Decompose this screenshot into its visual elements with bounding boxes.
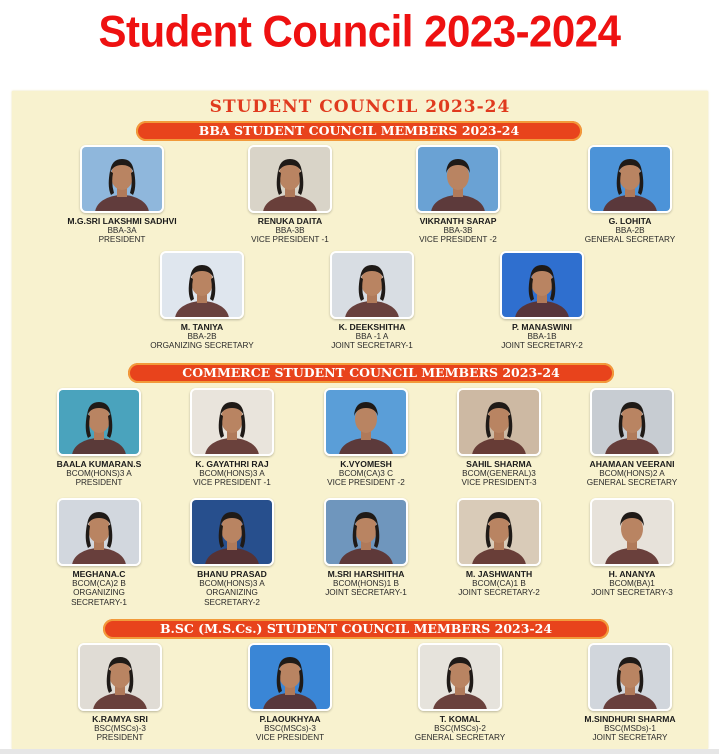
- member-class: BBA-3A: [107, 226, 137, 235]
- member-name: K.VYOMESH: [340, 459, 392, 469]
- portrait-illustration: [250, 645, 330, 709]
- member-card: [302, 251, 442, 351]
- member-class: BCOM(HONS)3 A: [199, 469, 265, 478]
- member-name: M. TANIYA: [180, 322, 224, 332]
- member-photo: [190, 498, 274, 566]
- page-title: Student Council 2023-2024: [98, 6, 621, 57]
- portrait-illustration: [459, 500, 539, 564]
- member-role: JOINT SECRETARY: [592, 733, 668, 743]
- portrait-illustration: [80, 645, 160, 709]
- member-photo: [324, 498, 408, 566]
- portrait-illustration: [192, 500, 272, 564]
- member-photo: [80, 145, 164, 213]
- portrait-illustration: [59, 500, 139, 564]
- member-card: [429, 498, 569, 598]
- member-name: RENUKA DAITA: [257, 216, 323, 226]
- member-photo: [500, 251, 584, 319]
- section-banner-commerce: COMMERCE STUDENT COUNCIL MEMBERS 2023-24: [128, 363, 614, 383]
- member-role: JOINT SECRETARY-2: [501, 341, 583, 351]
- portrait-illustration: [420, 645, 500, 709]
- member-card: [52, 145, 192, 245]
- portrait-illustration: [162, 253, 242, 317]
- member-card: [220, 643, 360, 743]
- member-class: BBA-1B: [527, 332, 557, 341]
- student-council-poster: [12, 91, 708, 749]
- member-name: M.G.SRI LAKSHMI SADHVI: [67, 216, 177, 226]
- member-card: [560, 643, 700, 743]
- member-role: PRESIDENT: [98, 235, 146, 245]
- member-role: PRESIDENT: [75, 478, 123, 488]
- member-role: ORGANIZING: [73, 588, 125, 598]
- portrait-illustration: [590, 645, 670, 709]
- portrait-illustration: [592, 500, 672, 564]
- member-name: BAALA KUMARAN.S: [56, 459, 142, 469]
- member-card: [429, 388, 569, 488]
- member-card: [472, 251, 612, 351]
- member-photo: [160, 251, 244, 319]
- member-card: [132, 251, 272, 351]
- member-photo: [588, 643, 672, 711]
- member-name: BHANU PRASAD: [197, 569, 267, 579]
- member-photo: [330, 251, 414, 319]
- member-card: [296, 498, 436, 598]
- member-card: [162, 388, 302, 488]
- member-photo: [190, 388, 274, 456]
- member-role: VICE PRESIDENT -2: [419, 235, 497, 245]
- member-name: K. GAYATHRI RAJ: [195, 459, 269, 469]
- portrait-illustration: [326, 390, 406, 454]
- portrait-illustration: [59, 390, 139, 454]
- member-photo: [57, 388, 141, 456]
- member-photo: [248, 643, 332, 711]
- member-class: BSC(MSCs)-3: [264, 724, 316, 733]
- portrait-illustration: [250, 147, 330, 211]
- member-class: BBA -1 A: [355, 332, 389, 341]
- poster-title: STUDENT COUNCIL 2023-24: [209, 97, 511, 117]
- member-photo: [416, 145, 500, 213]
- member-name: T. KOMAL: [439, 714, 481, 724]
- member-class: BCOM(CA)3 C: [338, 469, 394, 478]
- member-name: G. LOHITA: [608, 216, 652, 226]
- member-role: SECRETARY-1: [71, 597, 127, 607]
- member-photo: [590, 388, 674, 456]
- member-card: [560, 145, 700, 245]
- section-banner-bsc: B.SC (M.S.Cs.) STUDENT COUNCIL MEMBERS 2023-24: [103, 619, 609, 639]
- member-role: GENERAL SECRETARY: [584, 235, 676, 245]
- member-name: M. JASHWANTH: [465, 569, 533, 579]
- portrait-illustration: [459, 390, 539, 454]
- portrait-illustration: [592, 390, 672, 454]
- member-card: [29, 388, 169, 488]
- section-banner-bba: BBA STUDENT COUNCIL MEMBERS 2023-24: [136, 121, 582, 141]
- member-role: JOINT SECRETARY-3: [591, 588, 673, 598]
- member-class: BCOM(CA)2 B: [72, 579, 126, 588]
- member-class: BBA-3B: [443, 226, 473, 235]
- member-name: SAHIL SHARMA: [466, 459, 532, 469]
- portrait-illustration: [82, 147, 162, 211]
- member-card: [162, 498, 302, 607]
- member-role: VICE PRESIDENT -1: [193, 478, 271, 488]
- member-role: ORGANIZING SECRETARY: [150, 341, 254, 351]
- member-card: [220, 145, 360, 245]
- member-photo: [457, 388, 541, 456]
- member-class: BSC(MSDs)-1: [604, 724, 656, 733]
- member-class: BBA-3B: [275, 226, 305, 235]
- member-class: BCOM(HONS)3 A: [199, 579, 265, 588]
- member-name: P.LAOUKHYAA: [259, 714, 321, 724]
- member-name: VIKRANTH SARAP: [419, 216, 497, 226]
- member-role: VICE PRESIDENT -2: [327, 478, 405, 488]
- member-card: [562, 498, 702, 598]
- member-role: GENERAL SECRETARY: [414, 733, 506, 743]
- member-class: BSC(MSCs)-2: [434, 724, 486, 733]
- member-photo: [78, 643, 162, 711]
- member-class: BBA-2B: [187, 332, 217, 341]
- portrait-illustration: [418, 147, 498, 211]
- member-photo: [418, 643, 502, 711]
- member-class: BCOM(HONS)1 B: [333, 579, 399, 588]
- member-role: JOINT SECRETARY-1: [325, 588, 407, 598]
- portrait-illustration: [590, 147, 670, 211]
- member-photo: [590, 498, 674, 566]
- member-card: [390, 643, 530, 743]
- member-photo: [324, 388, 408, 456]
- member-role: ORGANIZING: [206, 588, 258, 598]
- member-class: BCOM(HONS)3 A: [66, 469, 132, 478]
- portrait-illustration: [192, 390, 272, 454]
- member-card: [388, 145, 528, 245]
- member-role: PRESIDENT: [96, 733, 144, 743]
- member-name: K. DEEKSHITHA: [338, 322, 406, 332]
- member-card: [562, 388, 702, 488]
- portrait-illustration: [332, 253, 412, 317]
- member-class: BSC(MSCs)-3: [94, 724, 146, 733]
- member-card: [29, 498, 169, 607]
- member-class: BCOM(HONS)2 A: [599, 469, 665, 478]
- member-role: VICE PRESIDENT: [255, 733, 325, 743]
- member-card: [296, 388, 436, 488]
- member-role: JOINT SECRETARY-1: [331, 341, 413, 351]
- member-photo: [588, 145, 672, 213]
- portrait-illustration: [502, 253, 582, 317]
- member-name: AHAMAAN VEERANI: [589, 459, 675, 469]
- member-role: SECRETARY-2: [204, 597, 260, 607]
- member-role: VICE PRESIDENT -1: [251, 235, 329, 245]
- member-class: BCOM(GENERAL)3: [462, 469, 536, 478]
- member-photo: [248, 145, 332, 213]
- member-role: VICE PRESIDENT-3: [461, 478, 537, 488]
- member-class: BCOM(BA)1: [609, 579, 655, 588]
- member-card: [50, 643, 190, 743]
- member-role: JOINT SECRETARY-2: [458, 588, 540, 598]
- member-photo: [57, 498, 141, 566]
- member-name: K.RAMYA SRI: [92, 714, 148, 724]
- member-photo: [457, 498, 541, 566]
- member-name: P. MANASWINI: [511, 322, 572, 332]
- member-class: BCOM(CA)1 B: [472, 579, 526, 588]
- member-name: H. ANANYA: [608, 569, 656, 579]
- portrait-illustration: [326, 500, 406, 564]
- bottom-divider: [0, 749, 719, 754]
- member-name: M.SINDHURI SHARMA: [584, 714, 676, 724]
- member-name: M.SRI HARSHITHA: [327, 569, 405, 579]
- member-role: GENERAL SECRETARY: [586, 478, 678, 488]
- member-name: MEGHANA.C: [72, 569, 126, 579]
- member-class: BBA-2B: [615, 226, 645, 235]
